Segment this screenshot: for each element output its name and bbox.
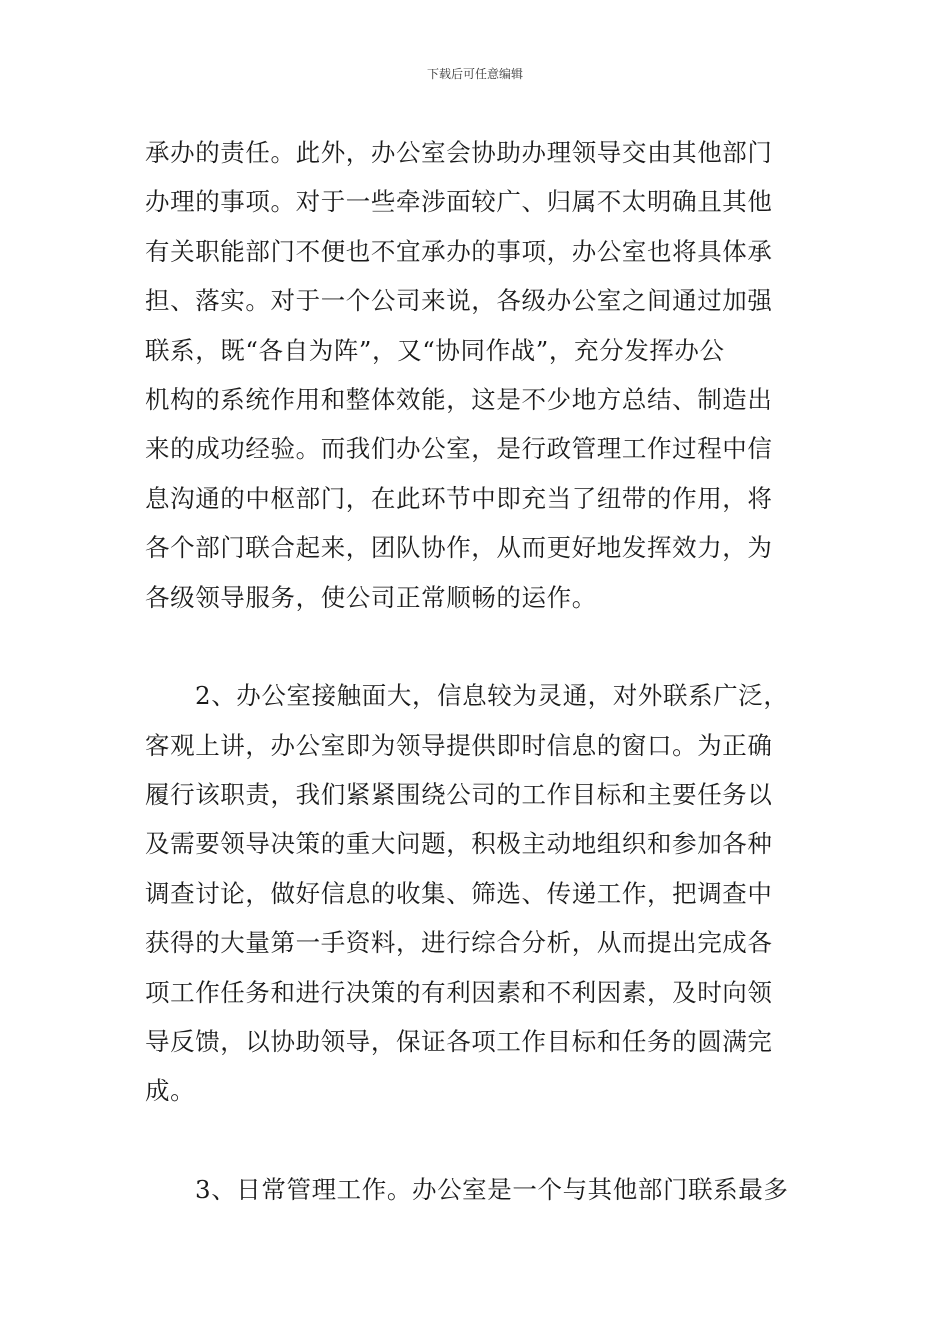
paragraph-2 [145,671,810,1116]
paragraph-spacer [145,1116,810,1165]
text-line: 履行该职责，我们紧紧围绕公司的工作目标和主要任务以 [145,780,773,810]
text-line: 客观上讲，办公室即为领导提供即时信息的窗口。为正确 [145,730,773,760]
text-line: 调查讨论，做好信息的收集、筛选、传递工作，把调查中 [145,878,773,908]
text-line: 成。 [145,1076,196,1106]
text-line: 息沟通的中枢部门，在此环节中即充当了纽带的作用，将 [145,483,773,513]
text-line: 机构的系统作用和整体效能，这是不少地方总结、制造出 [145,384,773,414]
text-line: 有关职能部门不便也不宜承办的事项，办公室也将具体承 [145,236,773,266]
text-line: 承办的责任。此外，办公室会协助办理领导交由其他部门 [145,138,773,167]
paragraph-3 [145,1165,810,1214]
text-line: 导反馈，以协助领导，保证各项工作目标和任务的圆满完 [145,1027,773,1057]
text-line: 各个部门联合起来，团队协作，从而更好地发挥效力，为 [145,533,773,563]
text-line: 及需要领导决策的重大问题，积极主动地组织和参加各种 [145,829,773,859]
text-line: 联系，既“各自为阵”，又“协同作战”，充分发挥办公 [145,335,725,365]
page-header: 下载后可任意编辑 [426,67,523,81]
paragraph-1 [145,128,810,622]
text-line: 来的成功经验。而我们办公室，是行政管理工作过程中信 [145,434,773,464]
text-line: 3、日常管理工作。办公室是一个与其他部门联系最多 [195,1175,789,1205]
document-body [145,128,810,1215]
text-line: 办理的事项。对于一些牵涉面较广、归属不太明确且其他 [145,187,773,217]
text-line: 各级领导服务，使公司正常顺畅的运作。 [145,582,597,612]
paragraph-spacer [145,622,810,671]
text-line: 项工作任务和进行决策的有利因素和不利因素，及时向领 [145,977,773,1007]
text-line: 获得的大量第一手资料，进行综合分析，从而提出完成各 [145,928,773,958]
text-line: 担、落实。对于一个公司来说，各级办公室之间通过加强 [145,286,773,316]
text-line: 2、办公室接触面大，信息较为灵通，对外联系广泛， [195,681,789,711]
